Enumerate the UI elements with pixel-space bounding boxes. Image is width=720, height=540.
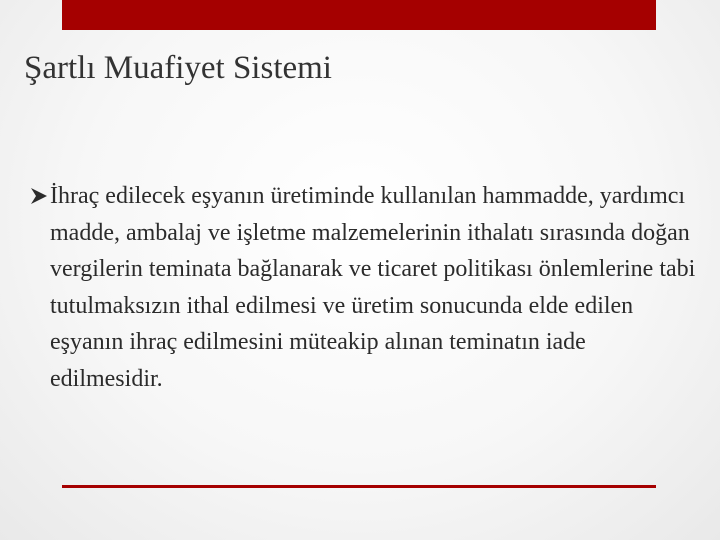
bottom-divider-line [62,485,656,488]
arrowhead-bullet-icon [30,187,48,205]
top-accent-bar [62,0,656,30]
bullet-item [30,178,700,397]
bullet-text: İhraç edilecek eşyanın üretiminde kullanılan hammadde, yardımcı madde, ambalaj ve işletme malzemelerinin ithalatı sırasında doğan vergilerin teminata bağlanarak ve ticaret politikası önlemlerine tabi tutulmaksızın ithal edilmesi ve üretim sonucunda elde edilen eşyanın ihraç edilmesini müteakip alınan teminatın iade edilmesidir. [50,183,696,392]
slide-content [30,178,700,397]
slide-title: Şartlı Muafiyet Sistemi [24,50,332,86]
